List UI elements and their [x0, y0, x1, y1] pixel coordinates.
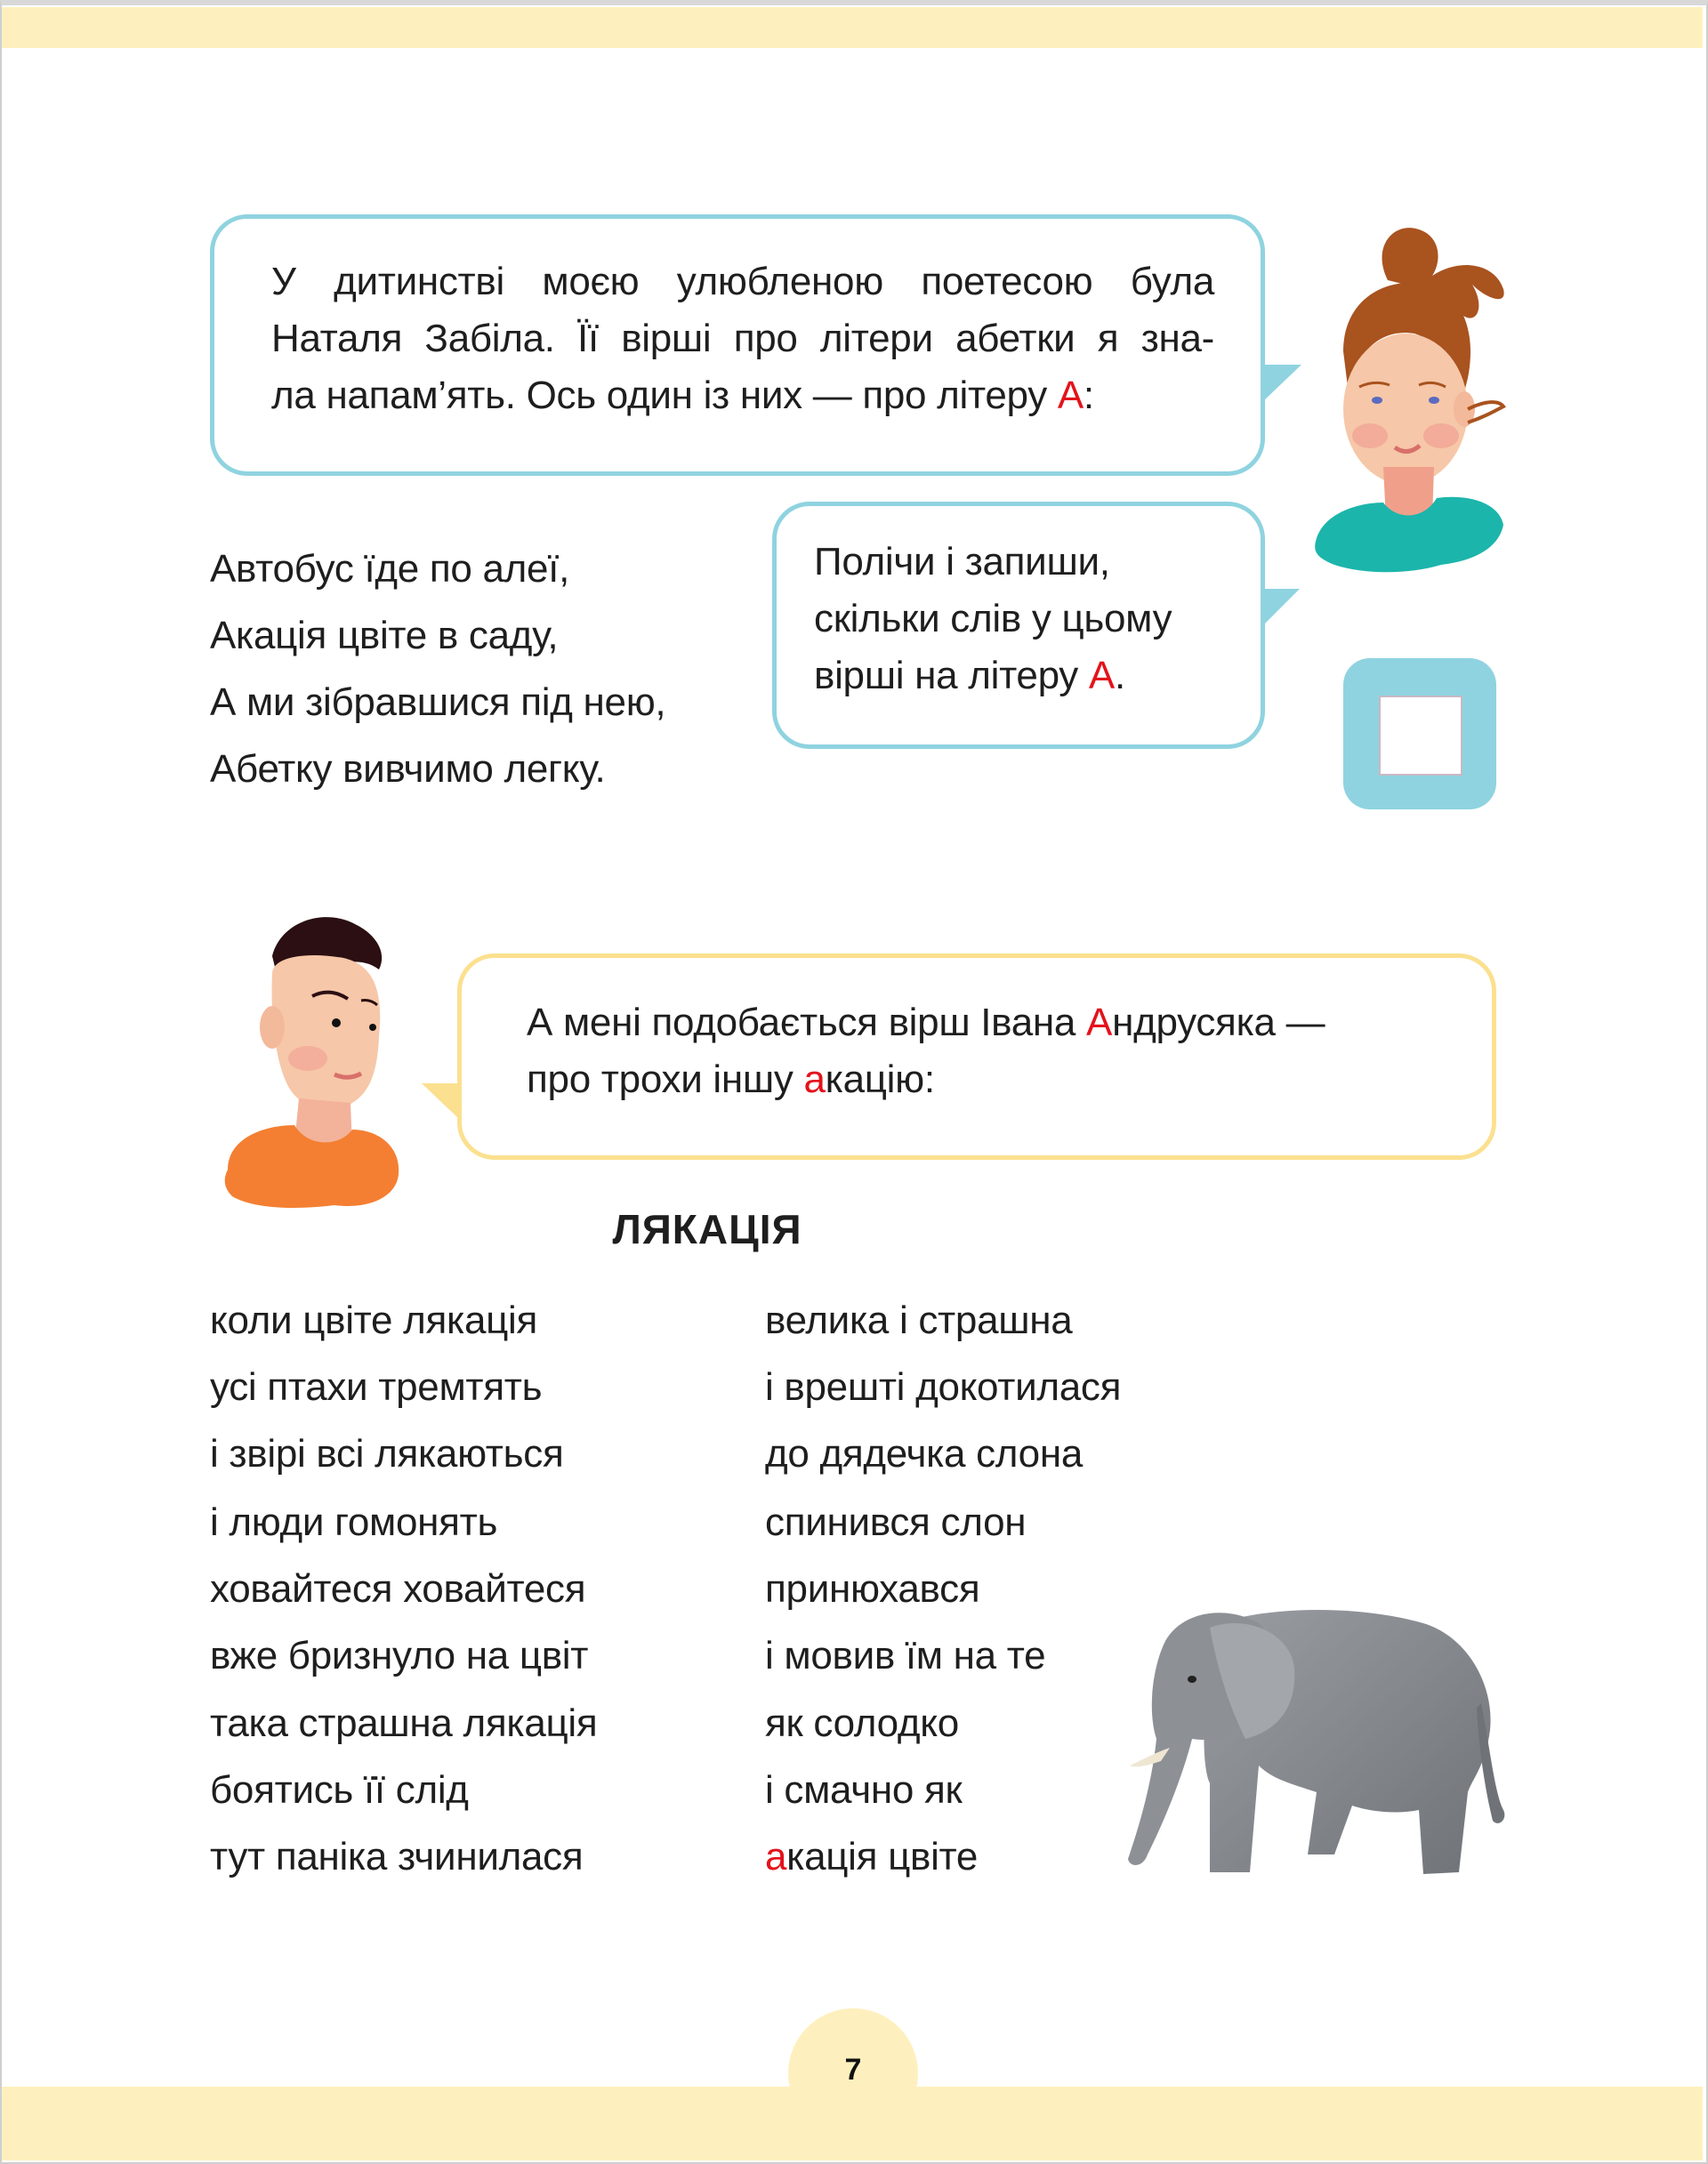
- poem-line: велика і страшна: [765, 1299, 1073, 1342]
- poem-line: тут паніка зчинилася: [210, 1835, 584, 1878]
- boy-avatar-icon: [210, 903, 415, 1210]
- highlight-letter: А: [1088, 654, 1115, 697]
- poem-line: усі птахи тремтять: [210, 1365, 543, 1409]
- girl-speech-line: Наталя Забіла. Її вірші про літери абетки я зна-: [271, 317, 1214, 360]
- poem-line: А ми зібравшися під нею,: [210, 680, 666, 724]
- task-line: вірші на літеру А.: [814, 654, 1125, 697]
- highlight-letter: а: [803, 1058, 826, 1101]
- poem-line: ховайтеся ховайтеся: [210, 1567, 586, 1611]
- speech-bubble-tail: [1262, 365, 1301, 402]
- poem-line: і люди гомонять: [210, 1500, 498, 1544]
- poem-line: як солодко: [765, 1701, 959, 1745]
- girl-speech-text: [271, 253, 1214, 424]
- poem-line: спинився слон: [765, 1500, 1027, 1544]
- poem-line: вже бризнуло на цвіт: [210, 1634, 589, 1677]
- poem-line: акація цвіте: [765, 1835, 979, 1878]
- highlight-letter: А: [1086, 1001, 1113, 1044]
- poem-line: боятись її слід: [210, 1768, 469, 1812]
- poem-line: і мовив їм на те: [765, 1634, 1046, 1677]
- page-number: 7: [844, 2053, 862, 2087]
- poem-title: ЛЯКАЦІЯ: [612, 1206, 802, 1252]
- speech-bubble-tail: [1262, 589, 1300, 626]
- poem-line: і смачно як: [765, 1768, 963, 1812]
- boy-speech-text: [527, 994, 1487, 1108]
- poem-line: принюхався: [765, 1567, 980, 1611]
- poem-line: Автобус їде по алеї,: [210, 547, 570, 591]
- answer-input[interactable]: [1379, 696, 1462, 776]
- header-band: [2, 7, 1703, 48]
- task-text: [814, 534, 1241, 704]
- task-line: скільки слів у цьому: [814, 597, 1172, 640]
- poem-line: і врешті докотилася: [765, 1365, 1122, 1409]
- answer-box: [1343, 658, 1496, 809]
- poem-line: до дядечка слона: [765, 1432, 1083, 1476]
- boy-speech-line: А мені подобається вірш Івана Андрусяка —: [527, 1001, 1325, 1044]
- poem-line: така страшна лякація: [210, 1701, 598, 1745]
- task-line: Полічи і запиши,: [814, 540, 1110, 583]
- poem-line: і звірі всі лякаються: [210, 1432, 564, 1476]
- elephant-icon: [1068, 1588, 1530, 1890]
- poem-line: Абетку вивчимо легку.: [210, 747, 606, 791]
- poem-line: коли цвіте лякація: [210, 1299, 538, 1342]
- highlight-letter: А: [1057, 374, 1084, 417]
- poem-line: Акація цвіте в саду,: [210, 614, 559, 657]
- girl-speech-line: ла напам’ять. Ось один із них — про літеру А:: [271, 374, 1094, 417]
- boy-speech-line: про трохи іншу акацію:: [527, 1058, 935, 1101]
- girl-avatar-icon: [1308, 209, 1530, 574]
- girl-speech-line: У дитинстві моєю улюбленою поетесою була: [271, 260, 1214, 303]
- highlight-letter: а: [765, 1835, 787, 1878]
- speech-bubble-tail: [422, 1083, 459, 1119]
